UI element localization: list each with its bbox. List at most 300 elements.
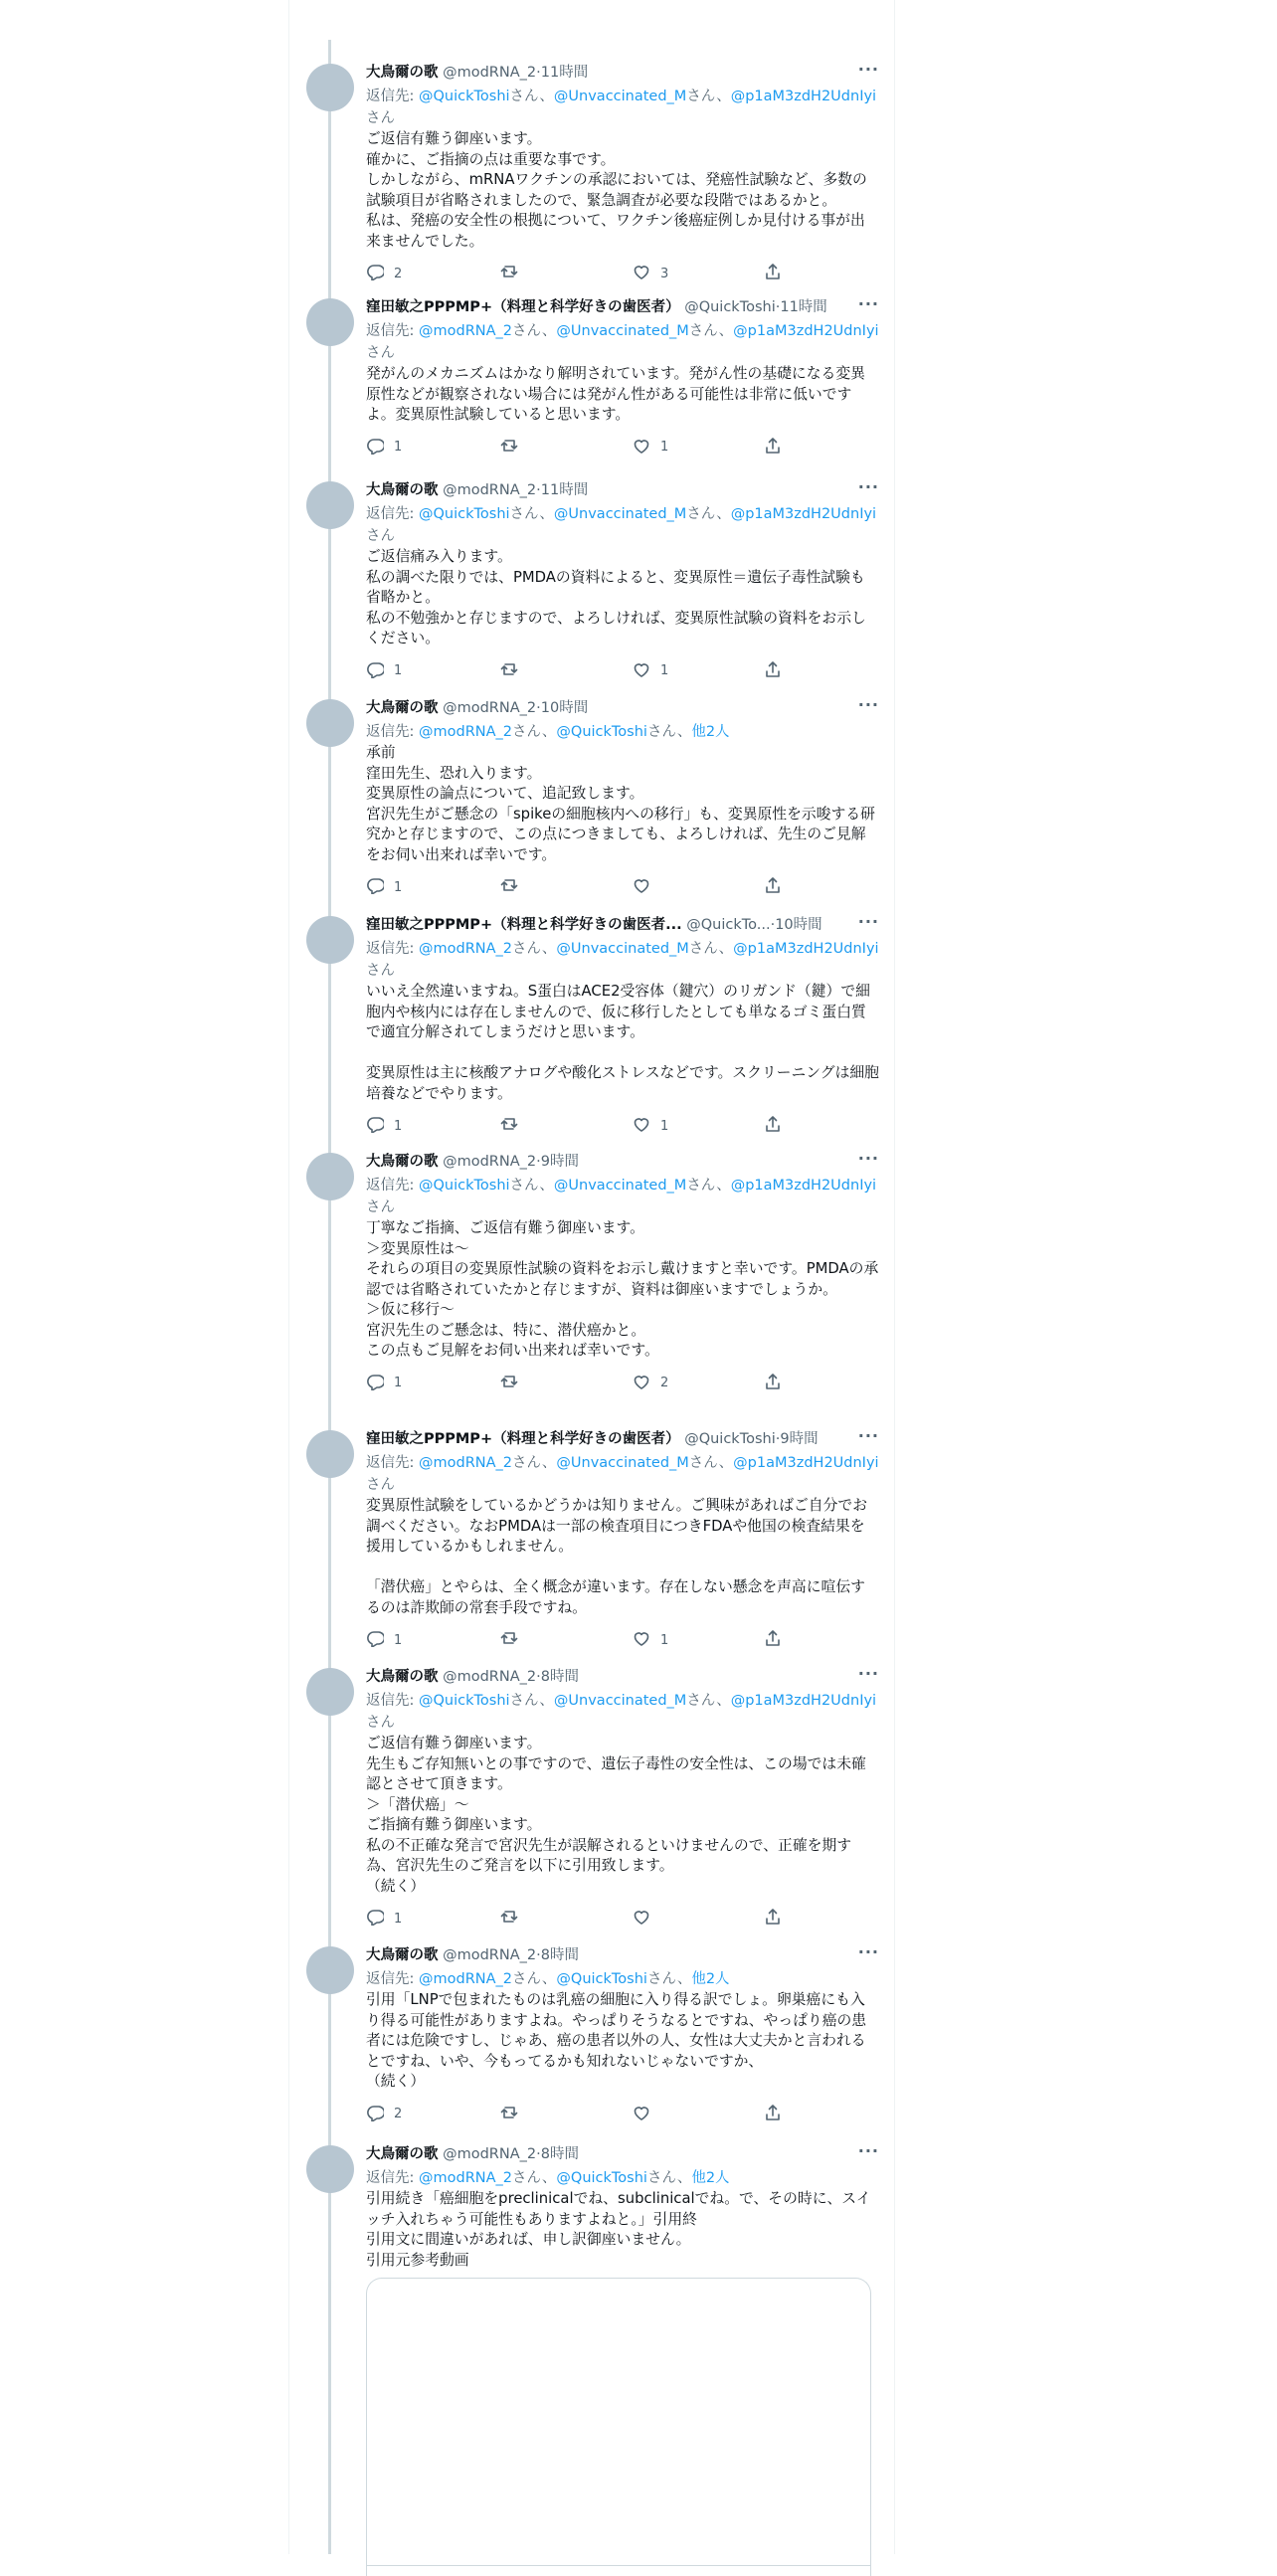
mention-link[interactable]: @p1aM3zdH2UdnIyi bbox=[730, 1693, 877, 1709]
san-suffix: さん bbox=[512, 941, 542, 957]
likes-count: 2 bbox=[660, 1376, 669, 1390]
reply-to-line bbox=[366, 320, 879, 364]
replies-count: 2 bbox=[394, 2107, 403, 2121]
tweet-text-line: 「潜伏癌」とやらは、全く概念が違います。存在しない懸念を声高に喧伝するのは詐欺師の常套手段ですね。 bbox=[366, 1578, 865, 1616]
tweet-actions bbox=[366, 438, 879, 458]
san-suffix: さん bbox=[686, 1693, 717, 1709]
replies-count: 1 bbox=[394, 1632, 403, 1648]
author-handle[interactable]: @modRNA_2 bbox=[443, 1154, 537, 1170]
reply-separator: 、 bbox=[541, 323, 557, 339]
replies-count: 2 bbox=[394, 266, 403, 281]
share-button[interactable] bbox=[764, 264, 782, 283]
reply-separator: 、 bbox=[676, 724, 692, 740]
reply-separator: 、 bbox=[539, 89, 554, 104]
more-recipients-link[interactable]: 他2人 bbox=[691, 724, 730, 740]
replies-count: 1 bbox=[394, 1118, 403, 1134]
tweet-text-line: 引用続き「癌細胞をpreclinicalでね、subclinicalでね。で、その時に、スイッチ入れちゃう可能性もありますよねと。」引用終 bbox=[366, 2190, 871, 2228]
tweet-header bbox=[366, 62, 879, 86]
mention-link[interactable]: @modRNA_2 bbox=[419, 2170, 513, 2186]
san-suffix: さん bbox=[509, 1178, 540, 1194]
time-separator: · bbox=[536, 482, 541, 498]
reply-separator: 、 bbox=[541, 2170, 557, 2186]
media-card[interactable] bbox=[366, 2278, 871, 2576]
reply-separator: 、 bbox=[541, 1455, 557, 1471]
reply-button[interactable] bbox=[366, 1630, 402, 1650]
retweet-icon bbox=[500, 1373, 518, 1394]
share-icon bbox=[764, 1115, 782, 1137]
tweet-body bbox=[366, 62, 879, 283]
reply-separator: 、 bbox=[541, 1971, 557, 1987]
tweet-body bbox=[366, 914, 879, 1136]
reply-separator: 、 bbox=[718, 941, 734, 957]
reply-to-label: 返信先: bbox=[366, 1178, 419, 1194]
author-name[interactable]: 大鳥爾の歌 bbox=[366, 700, 439, 716]
timestamp[interactable]: 9時間 bbox=[780, 1431, 819, 1447]
mention-link[interactable]: @QuickToshi bbox=[556, 1971, 647, 1987]
like-button[interactable] bbox=[633, 438, 668, 458]
tweet-text-line: 私の調べた限りでは、PMDAの資料によると、変異原性＝遺伝子毒性試験も省略かと。 bbox=[366, 568, 865, 606]
reply-button[interactable] bbox=[366, 2105, 402, 2124]
reply-icon bbox=[366, 2104, 384, 2125]
mention-link[interactable]: @p1aM3zdH2UdnIyi bbox=[730, 89, 877, 104]
author-handle[interactable]: @QuickToshi bbox=[684, 299, 776, 315]
author-name[interactable]: 窪田敏之PPPMP+（料理と科学好きの歯医者） bbox=[366, 299, 680, 315]
tweet-text-line: ＞仮に移行～ bbox=[366, 1301, 455, 1318]
san-suffix: さん bbox=[366, 345, 395, 361]
tweet-text-line bbox=[366, 1043, 879, 1064]
tweet-text-line bbox=[366, 1558, 879, 1578]
more-icon[interactable]: ··· bbox=[857, 695, 879, 714]
author-name[interactable]: 大鳥爾の歌 bbox=[366, 2146, 439, 2162]
share-icon bbox=[764, 660, 782, 682]
mention-link[interactable]: @QuickToshi bbox=[419, 89, 510, 104]
avatar[interactable] bbox=[306, 916, 354, 964]
reply-separator: 、 bbox=[718, 323, 734, 339]
retweet-button[interactable] bbox=[500, 877, 528, 897]
reply-to-label: 返信先: bbox=[366, 941, 419, 957]
reply-to-line bbox=[366, 1690, 879, 1734]
tweet-header bbox=[366, 479, 879, 503]
tweet-text-line: 確かに、ご指摘の点は重要な事です。 bbox=[366, 150, 616, 168]
tweet-text bbox=[366, 1734, 879, 1897]
tweet-text-line: 私は、発癌の安全性の根拠について、ワクチン後癌症例しか見付ける事が出来ませんでした。 bbox=[366, 212, 865, 250]
reply-button[interactable] bbox=[366, 438, 402, 458]
mention-link[interactable]: @Unvaccinated_M bbox=[553, 1178, 687, 1194]
author-handle[interactable]: @modRNA_2 bbox=[443, 482, 537, 498]
timestamp[interactable]: 8時間 bbox=[540, 1669, 579, 1685]
avatar[interactable] bbox=[306, 64, 354, 111]
author-handle[interactable]: @modRNA_2 bbox=[443, 65, 537, 81]
reply-button[interactable] bbox=[366, 264, 402, 283]
time-separator: · bbox=[775, 299, 781, 315]
timestamp[interactable]: 11時間 bbox=[540, 482, 589, 498]
author-name[interactable]: 大鳥爾の歌 bbox=[366, 1669, 439, 1685]
retweet-button[interactable] bbox=[500, 661, 528, 681]
tweet-text-line: 先生もご存知無いとの事ですので、遺伝子毒性の安全性は、この場では未確認とさせて頂きます。 bbox=[366, 1754, 866, 1792]
like-button[interactable] bbox=[633, 2105, 660, 2124]
tweet-text bbox=[366, 743, 879, 865]
reply-to-line bbox=[366, 1452, 879, 1496]
san-suffix: さん bbox=[512, 1971, 542, 1987]
author-name[interactable]: 大鳥爾の歌 bbox=[366, 1947, 439, 1963]
tweet-text-line: この点もご見解をお伺い出来れば幸いです。 bbox=[366, 1342, 659, 1359]
tweet-header bbox=[366, 1151, 879, 1175]
mention-link[interactable]: @Unvaccinated_M bbox=[553, 506, 687, 522]
like-icon bbox=[633, 876, 650, 898]
reply-to-line bbox=[366, 1175, 879, 1218]
reply-separator: 、 bbox=[676, 2170, 692, 2186]
san-suffix: さん bbox=[366, 1477, 395, 1493]
tweet-text bbox=[366, 982, 879, 1104]
retweet-icon bbox=[500, 660, 518, 682]
tweet-text-line: 宮沢先生がご懸念の「spikeの細胞核内への移行」も、変異原性を示唆する研究かと存じますので、この点につきましても、よろしければ、先生のご見解をお伺い出来れば幸いです。 bbox=[366, 805, 875, 863]
tweet-actions bbox=[366, 2105, 879, 2124]
author-name[interactable]: 大鳥爾の歌 bbox=[366, 482, 439, 498]
mention-link[interactable]: @QuickToshi bbox=[419, 1178, 510, 1194]
like-icon bbox=[633, 263, 650, 284]
share-button[interactable] bbox=[764, 2105, 782, 2124]
tweet-text-line: いいえ全然違いますね。S蛋白はACE2受容体（鍵穴）のリガンド（鍵）で細胞内や核内には存在しませんので、仮に移行したとしても単なるゴミ蛋白質で適宜分解されてしまうだけと思います。 bbox=[366, 983, 870, 1040]
tweet-text-line: 発がんのメカニズムはかなり解明されています。発がん性の基礎になる変異原性などが観察されない場合には発がん性がある可能性は非常に低いですよ。変異原性試験していると思います。 bbox=[366, 365, 865, 423]
more-icon[interactable]: ··· bbox=[857, 477, 879, 496]
tweet-text bbox=[366, 547, 879, 649]
timestamp[interactable]: 11時間 bbox=[780, 299, 827, 315]
san-suffix: さん bbox=[509, 1693, 540, 1709]
san-suffix: さん bbox=[646, 2170, 677, 2186]
share-button[interactable] bbox=[764, 1630, 782, 1650]
timestamp[interactable]: 8時間 bbox=[540, 2146, 579, 2162]
mention-link[interactable]: @modRNA_2 bbox=[419, 323, 513, 339]
tweet-text-line: 引用文に間違いがあれば、申し訳御座いません。 bbox=[366, 2231, 691, 2248]
reply-button[interactable] bbox=[366, 1374, 402, 1393]
mention-link[interactable]: @p1aM3zdH2UdnIyi bbox=[730, 506, 877, 522]
time-separator: · bbox=[536, 1154, 541, 1170]
tweet-text-line: それらの項目の変異原性試験の資料をお示し戴けますと幸いです。PMDAの承認では省略されていたかと存じますが、資料は御座いますでしょうか。 bbox=[366, 1260, 879, 1298]
reply-separator: 、 bbox=[716, 1693, 731, 1709]
retweet-button[interactable] bbox=[500, 1116, 528, 1136]
tweet-header bbox=[366, 1666, 879, 1690]
retweet-icon bbox=[500, 437, 518, 459]
tweet-header bbox=[366, 914, 879, 938]
tweet-actions bbox=[366, 1909, 879, 1929]
reply-icon bbox=[366, 1908, 384, 1930]
reply-to-label: 返信先: bbox=[366, 1693, 419, 1709]
tweet-text bbox=[366, 2189, 879, 2271]
mention-link[interactable]: @modRNA_2 bbox=[419, 724, 513, 740]
mention-link[interactable]: @Unvaccinated_M bbox=[553, 89, 687, 104]
reply-icon bbox=[366, 876, 384, 898]
tweet-text-line: 変異原性は主に核酸アナログや酸化ストレスなどです。スクリーニングは細胞培養などでやります。 bbox=[366, 1064, 879, 1102]
likes-count: 1 bbox=[660, 1118, 669, 1134]
tweet-text bbox=[366, 1496, 879, 1618]
likes-count: 3 bbox=[660, 266, 669, 281]
tweet-header bbox=[366, 296, 879, 320]
retweet-button[interactable] bbox=[500, 1374, 528, 1393]
reply-separator: 、 bbox=[539, 506, 554, 522]
san-suffix: さん bbox=[512, 724, 542, 740]
like-button[interactable] bbox=[633, 1630, 668, 1650]
reply-to-line bbox=[366, 1968, 879, 1990]
retweet-button[interactable] bbox=[500, 438, 528, 458]
card-divider bbox=[367, 2565, 870, 2566]
tweet-body bbox=[366, 2143, 879, 2271]
san-suffix: さん bbox=[646, 724, 677, 740]
share-icon bbox=[764, 1629, 782, 1651]
reply-icon bbox=[366, 437, 384, 459]
more-recipients-link[interactable]: 他2人 bbox=[691, 2170, 730, 2186]
reply-button[interactable] bbox=[366, 1909, 402, 1929]
san-suffix: さん bbox=[366, 1199, 395, 1215]
reply-to-label: 返信先: bbox=[366, 724, 419, 740]
time-separator: · bbox=[536, 65, 541, 81]
more-icon[interactable]: ··· bbox=[857, 1942, 879, 1961]
replies-count: 1 bbox=[394, 1911, 403, 1927]
like-button[interactable] bbox=[633, 1116, 668, 1136]
avatar[interactable] bbox=[306, 1430, 354, 1478]
tweet-body bbox=[366, 479, 879, 681]
retweet-button[interactable] bbox=[500, 264, 528, 283]
share-icon bbox=[764, 876, 782, 898]
tweet-text-line: （続く） bbox=[366, 2073, 426, 2090]
share-button[interactable] bbox=[764, 1909, 782, 1929]
author-handle[interactable]: @modRNA_2 bbox=[443, 700, 537, 716]
likes-count: 1 bbox=[660, 663, 669, 678]
tweet-text-line: ご返信痛み入ります。 bbox=[366, 548, 512, 565]
retweet-icon bbox=[500, 2104, 518, 2125]
more-icon[interactable]: ··· bbox=[857, 2141, 879, 2160]
san-suffix: さん bbox=[686, 89, 717, 104]
avatar[interactable] bbox=[306, 298, 354, 346]
tweet-body bbox=[366, 1944, 879, 2124]
san-suffix: さん bbox=[512, 1455, 542, 1471]
time-separator: · bbox=[775, 1431, 781, 1447]
tweet-text-line: ＞変異原性は～ bbox=[366, 1239, 469, 1257]
author-handle[interactable]: @modRNA_2 bbox=[443, 2146, 537, 2162]
reply-separator: 、 bbox=[716, 1178, 731, 1194]
tweet-text-line: 宮沢先生のご懸念は、特に、潜伏癌かと。 bbox=[366, 1321, 646, 1339]
more-icon[interactable]: ··· bbox=[857, 1426, 879, 1445]
author-name[interactable]: 窪田敏之PPPMP+（料理と科学好きの歯医者... bbox=[366, 917, 682, 933]
tweet-header bbox=[366, 1428, 879, 1452]
likes-count: 1 bbox=[660, 1632, 669, 1648]
like-button[interactable] bbox=[633, 1909, 660, 1929]
tweet-text-line: 変異原性試験をしているかどうかは知りません。ご興味があればご自分でお調べください。なおPMDAは一部の検査項目につきFDAや他国の検査結果を援用しているかもしれません。 bbox=[366, 1497, 867, 1555]
tweet-header bbox=[366, 697, 879, 721]
author-handle[interactable]: @modRNA_2 bbox=[443, 1669, 537, 1685]
san-suffix: さん bbox=[366, 110, 395, 126]
tweet-text-line: 引用元参考動画 bbox=[366, 2251, 469, 2269]
retweet-button[interactable] bbox=[500, 1909, 528, 1929]
more-icon[interactable]: ··· bbox=[857, 1664, 879, 1683]
san-suffix: さん bbox=[686, 1178, 717, 1194]
mention-link[interactable]: @modRNA_2 bbox=[419, 941, 513, 957]
timestamp[interactable]: 8時間 bbox=[540, 1947, 579, 1963]
san-suffix: さん bbox=[509, 506, 540, 522]
reply-icon bbox=[366, 1629, 384, 1651]
tweet-body bbox=[366, 1666, 879, 1929]
like-icon bbox=[633, 2104, 650, 2125]
reply-to-label: 返信先: bbox=[366, 89, 419, 104]
avatar[interactable] bbox=[306, 481, 354, 529]
tweet-text-line: 窪田先生、恐れ入ります。 bbox=[366, 764, 542, 782]
tweet-text-line: 丁寧なご指摘、ご返信有難う御座います。 bbox=[366, 1219, 644, 1236]
tweet-text bbox=[366, 364, 879, 426]
reply-to-line bbox=[366, 938, 879, 982]
reply-to-line bbox=[366, 721, 879, 743]
share-icon bbox=[764, 437, 782, 459]
reply-separator: 、 bbox=[541, 724, 557, 740]
like-icon bbox=[633, 1373, 650, 1394]
reply-to-label: 返信先: bbox=[366, 2170, 419, 2186]
tweet-body bbox=[366, 1428, 879, 1650]
reply-to-label: 返信先: bbox=[366, 1455, 419, 1471]
retweet-icon bbox=[500, 1908, 518, 1930]
author-name[interactable]: 大鳥爾の歌 bbox=[366, 65, 439, 81]
avatar[interactable] bbox=[306, 2145, 354, 2193]
reply-button[interactable] bbox=[366, 661, 402, 681]
timestamp[interactable]: 10時間 bbox=[775, 917, 822, 933]
tweet-actions bbox=[366, 264, 879, 283]
reply-separator: 、 bbox=[539, 1178, 554, 1194]
author-name[interactable]: 窪田敏之PPPMP+（料理と科学好きの歯医者） bbox=[366, 1431, 680, 1447]
tweet-text-line: ご返信有難う御座います。 bbox=[366, 130, 542, 147]
san-suffix: さん bbox=[688, 1455, 719, 1471]
reply-to-line bbox=[366, 2167, 879, 2189]
timestamp[interactable]: 9時間 bbox=[540, 1154, 579, 1170]
time-separator: · bbox=[770, 917, 776, 933]
time-separator: · bbox=[536, 1669, 541, 1685]
reply-button[interactable] bbox=[366, 1116, 402, 1136]
san-suffix: さん bbox=[512, 323, 542, 339]
retweet-icon bbox=[500, 1115, 518, 1137]
mention-link[interactable]: @Unvaccinated_M bbox=[556, 323, 689, 339]
mention-link[interactable]: @QuickToshi bbox=[419, 506, 510, 522]
mention-link[interactable]: @QuickToshi bbox=[556, 724, 647, 740]
like-icon bbox=[633, 437, 650, 459]
retweet-button[interactable] bbox=[500, 1630, 528, 1650]
mention-link[interactable]: @modRNA_2 bbox=[419, 1455, 513, 1471]
time-separator: · bbox=[536, 1947, 541, 1963]
reply-icon bbox=[366, 1115, 384, 1137]
like-button[interactable] bbox=[633, 661, 668, 681]
tweet-actions bbox=[366, 661, 879, 681]
reply-to-line bbox=[366, 86, 879, 129]
tweet-actions bbox=[366, 877, 879, 897]
tweet-text-line: 変異原性の論点について、追記致します。 bbox=[366, 785, 644, 802]
share-icon bbox=[764, 1908, 782, 1930]
share-icon bbox=[764, 1373, 782, 1394]
like-button[interactable] bbox=[633, 877, 660, 897]
reply-to-label: 返信先: bbox=[366, 506, 419, 522]
mention-link[interactable]: @QuickToshi bbox=[556, 2170, 647, 2186]
san-suffix: さん bbox=[646, 1971, 677, 1987]
author-handle[interactable]: @QuickTo... bbox=[686, 917, 771, 933]
reply-separator: 、 bbox=[539, 1693, 554, 1709]
tweet-text bbox=[366, 1990, 879, 2093]
reply-icon bbox=[366, 1373, 384, 1394]
tweet-actions bbox=[366, 1116, 879, 1136]
timestamp[interactable]: 10時間 bbox=[540, 700, 589, 716]
retweet-button[interactable] bbox=[500, 2105, 528, 2124]
reply-to-line bbox=[366, 503, 879, 547]
more-icon[interactable]: ··· bbox=[857, 912, 879, 931]
tweet-text-line: しかしながら、mRNAワクチンの承認においては、発癌性試験など、多数の試験項目が省略されましたので、緊急調査が必要な段階ではあるかと。 bbox=[366, 171, 867, 209]
avatar[interactable] bbox=[306, 1946, 354, 1994]
tweet-body bbox=[366, 1151, 879, 1393]
tweet-text-line: ＞「潜伏癌」～ bbox=[366, 1795, 469, 1813]
mention-link[interactable]: @p1aM3zdH2UdnIyi bbox=[733, 941, 879, 957]
tweet-text bbox=[366, 1218, 879, 1362]
time-separator: · bbox=[536, 700, 541, 716]
reply-to-label: 返信先: bbox=[366, 1971, 419, 1987]
share-button[interactable] bbox=[764, 877, 782, 897]
avatar[interactable] bbox=[306, 1153, 354, 1200]
reply-to-label: 返信先: bbox=[366, 323, 419, 339]
share-button[interactable] bbox=[764, 1116, 782, 1136]
like-icon bbox=[633, 1629, 650, 1651]
avatar[interactable] bbox=[306, 699, 354, 747]
replies-count: 1 bbox=[394, 440, 403, 455]
retweet-icon bbox=[500, 263, 518, 284]
reply-button[interactable] bbox=[366, 877, 402, 897]
more-icon[interactable]: ··· bbox=[857, 60, 879, 79]
reply-separator: 、 bbox=[716, 506, 731, 522]
more-icon[interactable]: ··· bbox=[857, 1149, 879, 1168]
share-button[interactable] bbox=[764, 661, 782, 681]
san-suffix: さん bbox=[509, 89, 540, 104]
mention-link[interactable]: @p1aM3zdH2UdnIyi bbox=[733, 323, 879, 339]
mention-link[interactable]: @Unvaccinated_M bbox=[556, 1455, 689, 1471]
like-icon bbox=[633, 1115, 650, 1137]
san-suffix: さん bbox=[512, 2170, 542, 2186]
avatar[interactable] bbox=[306, 1668, 354, 1716]
tweet-body bbox=[366, 697, 879, 897]
like-button[interactable] bbox=[633, 264, 668, 283]
mention-link[interactable]: @Unvaccinated_M bbox=[556, 941, 689, 957]
mention-link[interactable]: @modRNA_2 bbox=[419, 1971, 513, 1987]
like-button[interactable] bbox=[633, 1374, 668, 1393]
author-name[interactable]: 大鳥爾の歌 bbox=[366, 1154, 439, 1170]
more-icon[interactable]: ··· bbox=[857, 294, 879, 313]
share-button[interactable] bbox=[764, 1374, 782, 1393]
tweet-text-line: ご指摘有難う御座います。 bbox=[366, 1816, 542, 1833]
retweet-icon bbox=[500, 876, 518, 898]
share-icon bbox=[764, 263, 782, 284]
time-separator: · bbox=[536, 2146, 541, 2162]
retweet-icon bbox=[500, 1629, 518, 1651]
tweet-actions bbox=[366, 1374, 879, 1393]
author-handle[interactable]: @modRNA_2 bbox=[443, 1947, 537, 1963]
reply-icon bbox=[366, 660, 384, 682]
reply-separator: 、 bbox=[718, 1455, 734, 1471]
tweet-text-line: 私の不勉強かと存じますので、よろしければ、変異原性試験の資料をお示しください。 bbox=[366, 609, 866, 646]
more-recipients-link[interactable]: 他2人 bbox=[691, 1971, 730, 1987]
tweet-text-line: 私の不正確な発言で宮沢先生が誤解されるといけませんので、正確を期す為、宮沢先生のご発言を以下に引用致します。 bbox=[366, 1836, 852, 1874]
tweet-text bbox=[366, 129, 879, 252]
replies-count: 1 bbox=[394, 879, 403, 895]
author-handle[interactable]: @QuickToshi bbox=[684, 1431, 776, 1447]
mention-link[interactable]: @Unvaccinated_M bbox=[553, 1693, 687, 1709]
share-button[interactable] bbox=[764, 438, 782, 458]
mention-link[interactable]: @p1aM3zdH2UdnIyi bbox=[733, 1455, 879, 1471]
likes-count: 1 bbox=[660, 440, 669, 455]
mention-link[interactable]: @QuickToshi bbox=[419, 1693, 510, 1709]
mention-link[interactable]: @p1aM3zdH2UdnIyi bbox=[730, 1178, 877, 1194]
timestamp[interactable]: 11時間 bbox=[540, 65, 589, 81]
reply-icon bbox=[366, 263, 384, 284]
san-suffix: さん bbox=[366, 1715, 395, 1731]
like-icon bbox=[633, 1908, 650, 1930]
